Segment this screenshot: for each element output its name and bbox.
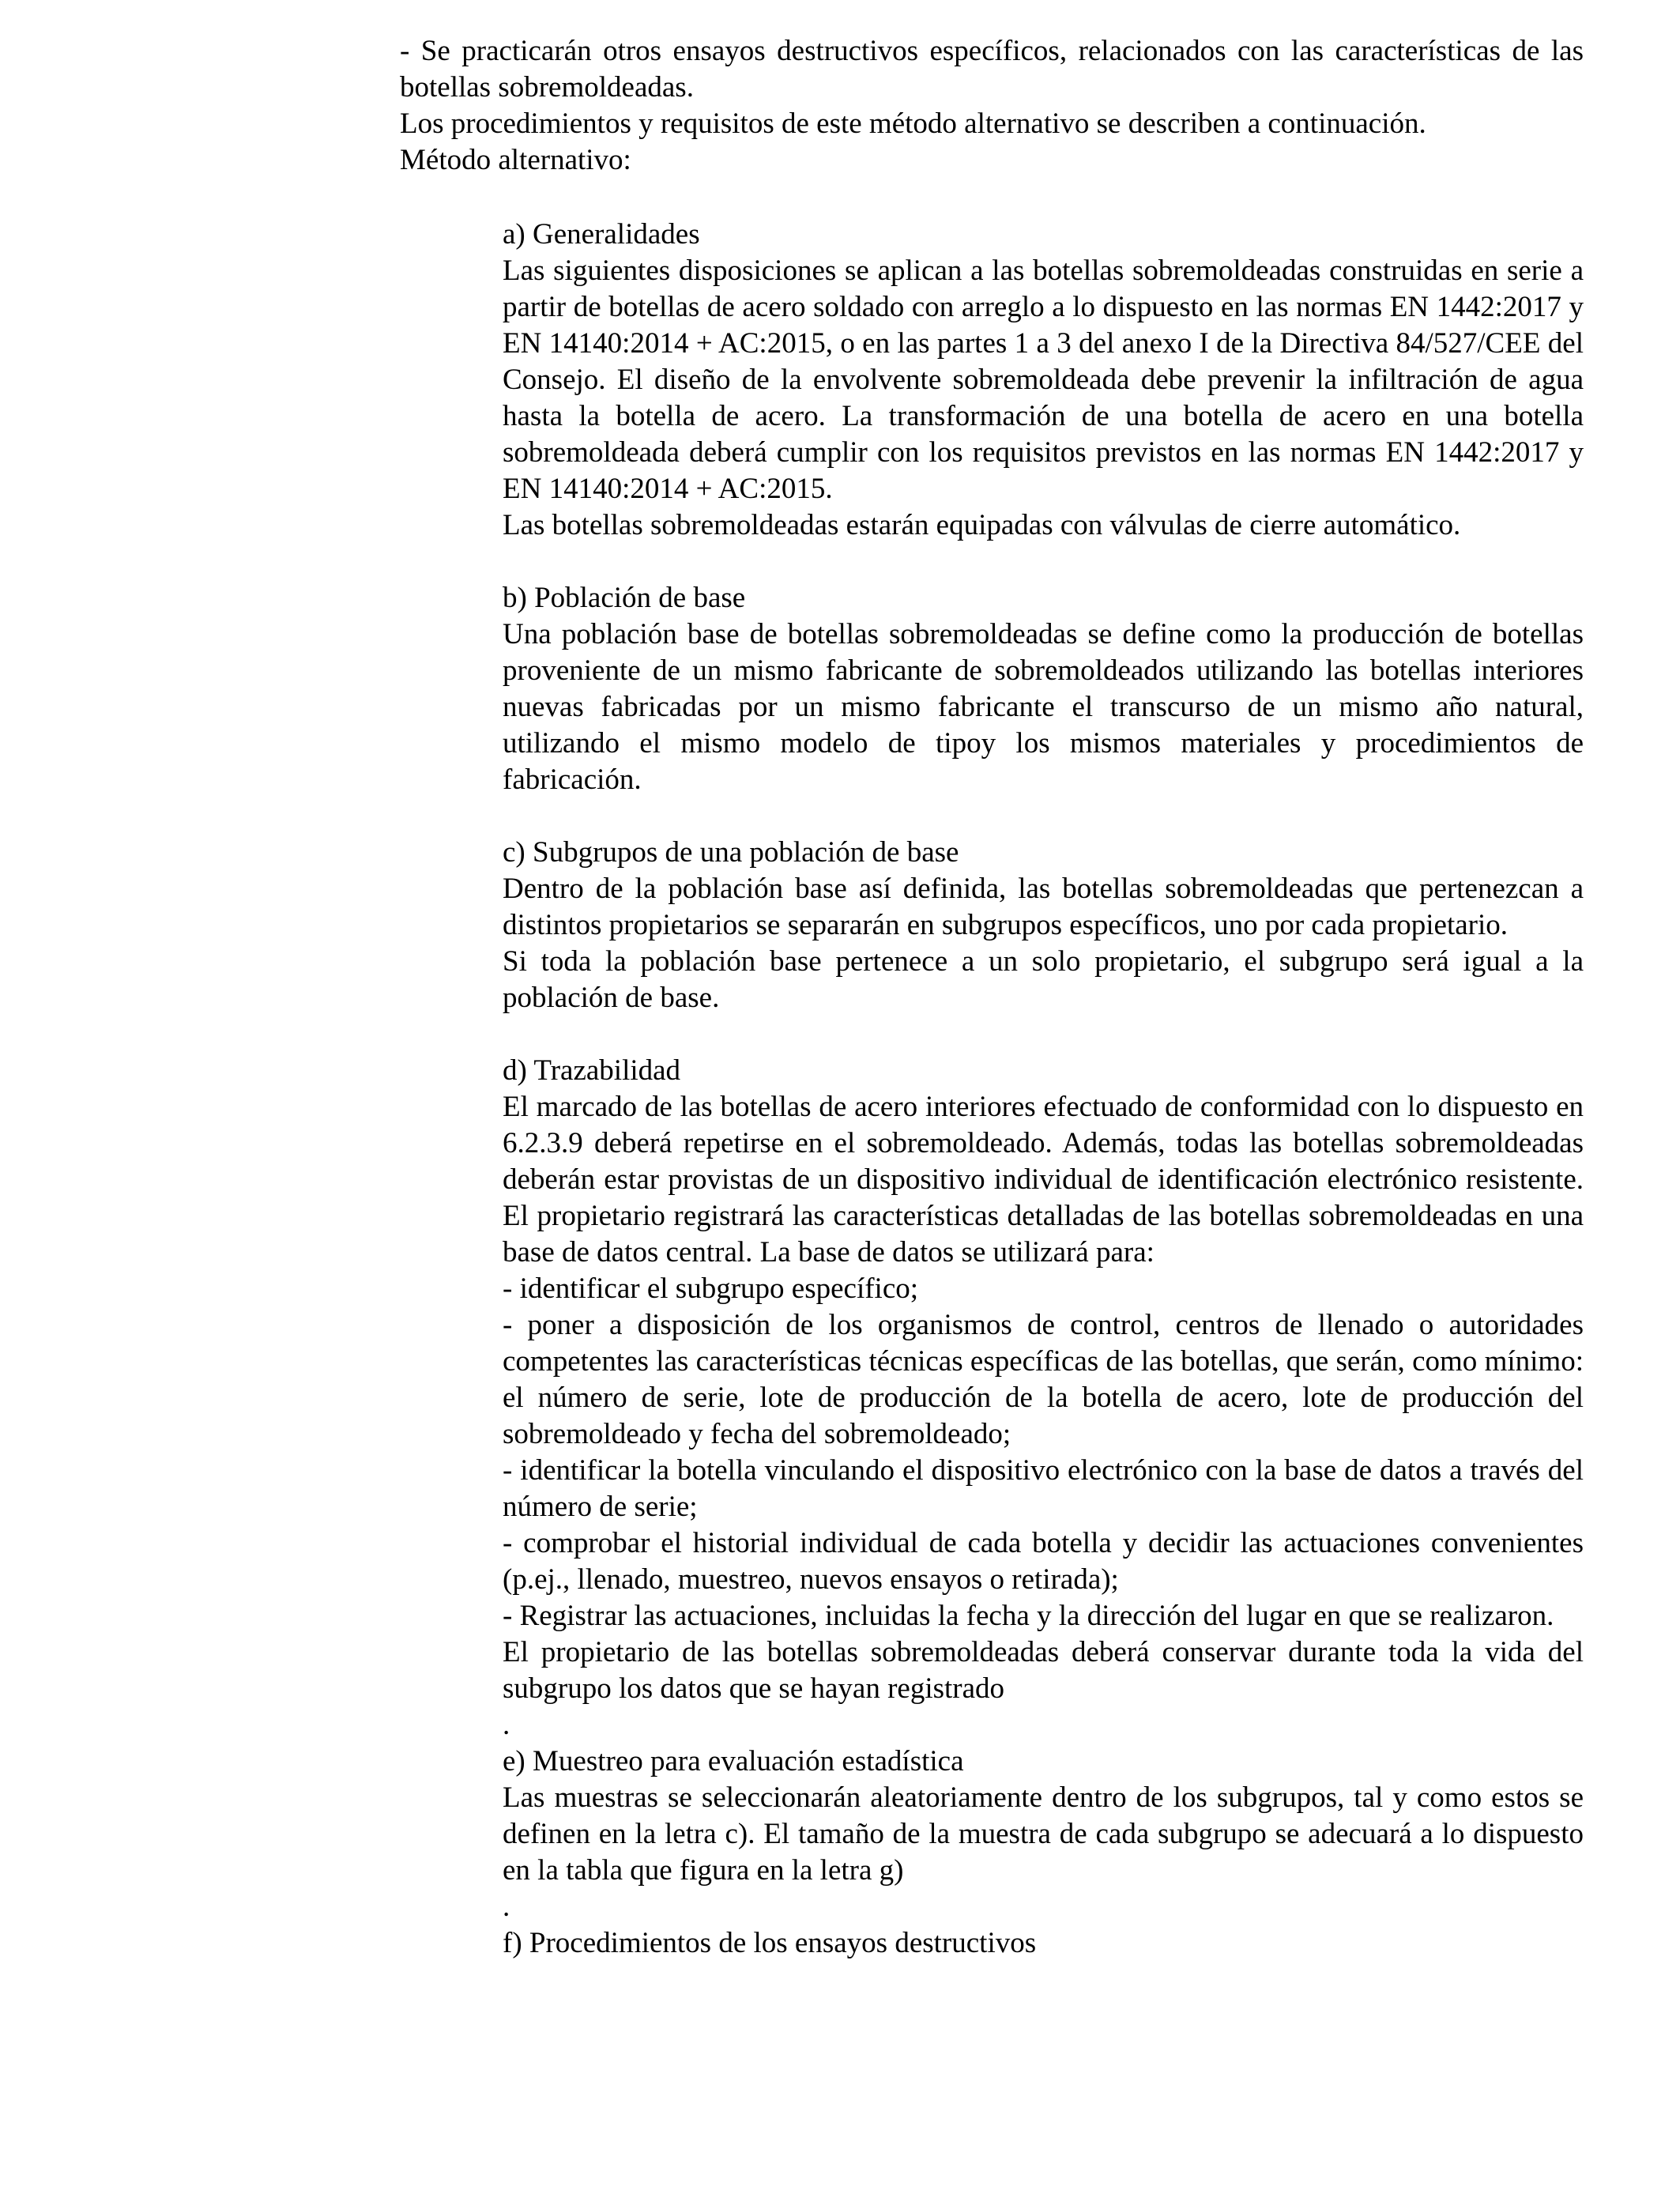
section-heading: e) Muestreo para evaluación estadística [503,1745,964,1777]
section-paragraph: El marcado de las botellas de acero interiores efectuado de conformidad con lo dispuesto en 6.2.3.9 deberá repetirse en el sobremoldeado. Además, todas las botellas sobremoldeadas deberán estar provistas de un dispositivo individual de identificación electrónico resistente. El propietario registrará las características detalladas de las botellas sobremoldeadas en una base de datos central. La base de datos se utilizará para: [503,1091,1584,1269]
section-paragraph: Las muestras se seleccionarán aleatoriamente dentro de los subgrupos, tal y como estos se definen en la letra c). El tamaño de la muestra de cada subgrupo se adecuará a lo dispuesto en la tabla que figura en la letra g) [503,1781,1584,1887]
stray-period: . [503,1891,510,1923]
list-item: - identificar la botella vinculando el dispositivo electrónico con la base de datos a través del número de serie; [503,1454,1584,1523]
sections-block [503,217,1584,1962]
spacer [503,798,1584,835]
list-item: - poner a disposición de los organismos de control, centros de llenado o autoridades competentes las características técnicas específicas de las botellas, que serán, como mínimo: el número de serie, lote de producción de la botella de acero, lote de producción del sobremoldeado y fecha del sobremoldeado; [503,1309,1584,1450]
section-paragraph: Las botellas sobremoldeadas estarán equipadas con válvulas de cierre automático. [503,509,1461,541]
spacer [503,1016,1584,1053]
list-item: - comprobar el historial individual de cada botella y decidir las actuaciones convenientes (p.ej., llenado, muestreo, nuevos ensayos o retirada); [503,1527,1584,1596]
stray-period: . [503,1709,510,1741]
section-muestreo [503,1744,1584,1925]
section-heading: b) Población de base [503,582,746,614]
spacer [503,544,1584,580]
section-paragraph: Las siguientes disposiciones se aplican a las botellas sobremoldeadas construidas en serie a partir de botellas de acero soldado con arreglo a lo dispuesto en las normas EN 1442:2017 y EN 14140:2014 + AC:2015, o en las partes 1 a 3 del anexo I de la Directiva 84/527/CEE del Consejo. El diseño de la envolvente sobremoldeada debe prevenir la infiltración de agua hasta la botella de acero. La transformación de una botella de acero en una botella sobremoldeada deberá cumplir con los requisitos previstos en las normas EN 1442:2017 y EN 14140:2014 + AC:2015. [503,254,1584,505]
section-procedimientos [503,1925,1584,1962]
section-heading: f) Procedimientos de los ensayos destructivos [503,1927,1037,1959]
intro-block [400,33,1584,179]
section-subgrupos [503,835,1584,1016]
section-heading: d) Trazabilidad [503,1054,681,1087]
section-poblacion-base [503,580,1584,798]
section-heading: c) Subgrupos de una población de base [503,836,959,869]
section-paragraph: Si toda la población base pertenece a un solo propietario, el subgrupo será igual a la población de base. [503,945,1584,1014]
section-paragraph: Una población base de botellas sobremoldeadas se define como la producción de botellas proveniente de un mismo fabricante de sobremoldeados utilizando las botellas interiores nuevas fabricadas por un mismo fabricante el transcurso de un mismo año natural, utilizando el mismo modelo de tipoy los mismos materiales y procedimientos de fabricación. [503,618,1584,796]
list-item: - identificar el subgrupo específico; [503,1272,919,1305]
section-paragraph: Dentro de la población base así definida, las botellas sobremoldeadas que pertenezcan a distintos propietarios se separarán en subgrupos específicos, uno por cada propietario. [503,873,1584,941]
intro-line-method: Método alternativo: [400,144,631,176]
section-trazabilidad [503,1053,1584,1744]
list-item: - Registrar las actuaciones, incluidas la fecha y la dirección del lugar en que se realizaron. [503,1600,1554,1632]
intro-line-tests: - Se practicarán otros ensayos destructivos específicos, relacionados con las características de las botellas sobremoldeadas. [400,35,1584,104]
section-paragraph: El propietario de las botellas sobremoldeadas deberá conservar durante toda la vida del subgrupo los datos que se hayan registrado [503,1636,1584,1705]
section-heading: a) Generalidades [503,218,700,251]
intro-line-procedures: Los procedimientos y requisitos de este método alternativo se describen a continuación. [400,107,1426,140]
section-generalidades [503,217,1584,544]
